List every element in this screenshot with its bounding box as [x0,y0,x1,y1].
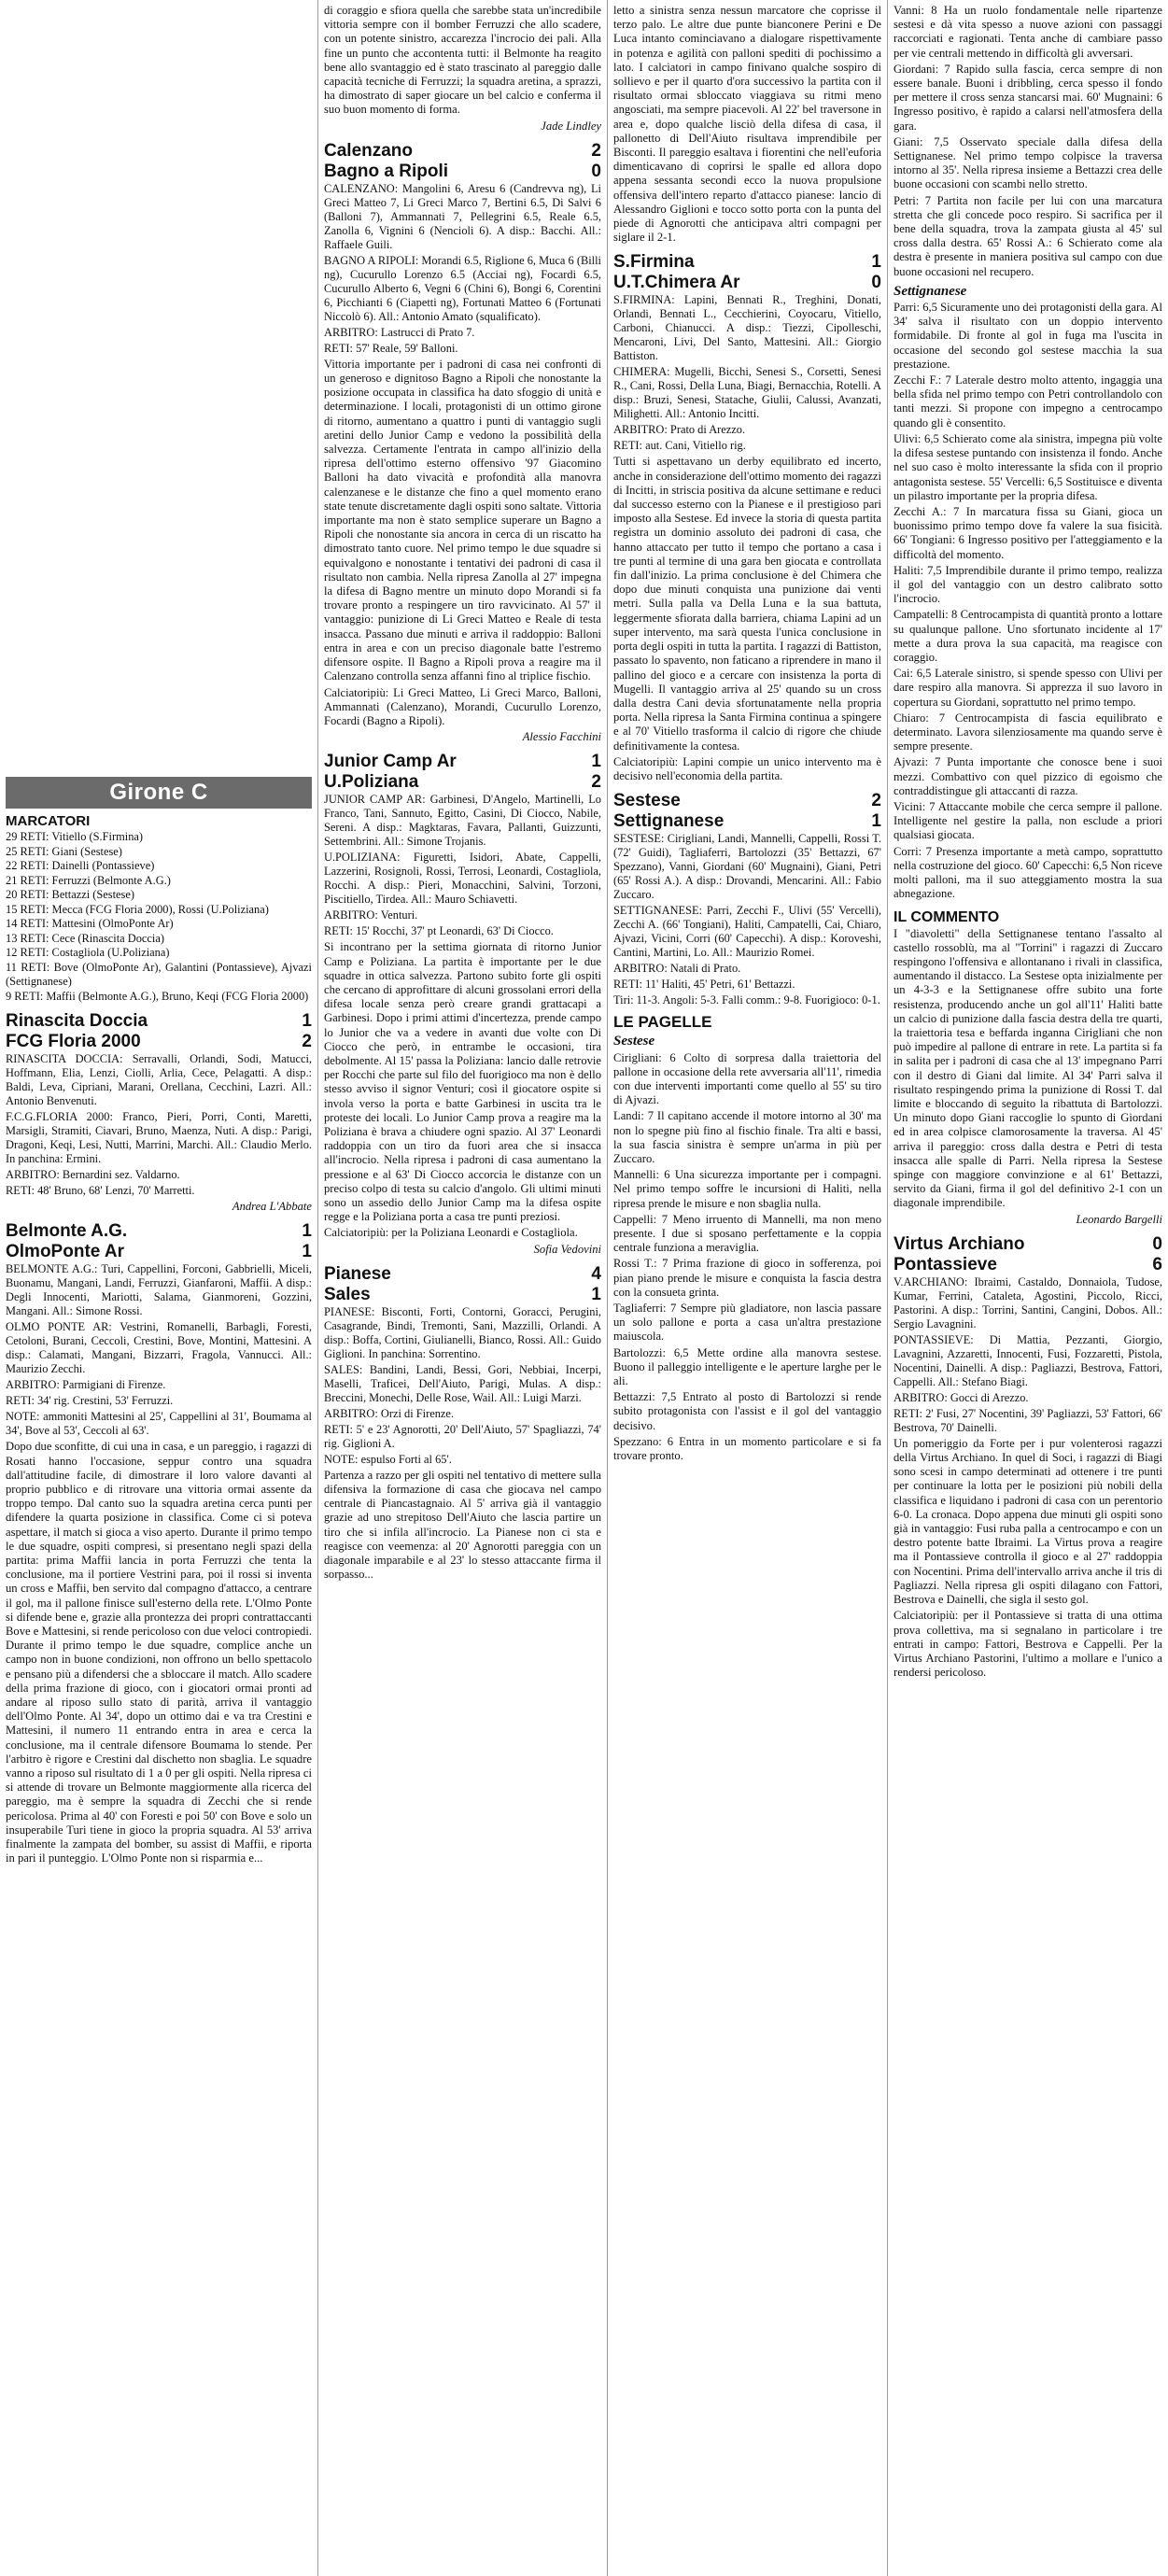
team-row-away [324,772,601,793]
team-name: Belmonte A.G. [6,1221,128,1242]
team-name: Sestese [613,791,681,811]
match-report: Si incontrano per la settima giornata di ritorno Junior Camp e Poliziana. La partita è importante per le due squadre in ottica salvezza. Partono subito forte gli ospiti che cercano di approfittare di alcuni grossolani errori della difesa locale senza però creare grandi grattacapi a Garbinesi. Dopo i primi attimi d'incertezza, prende campo lo Junior che va a vedere in avanti due volte con Di Ciocco che però, in entrambe le occasioni, tira debolmente. Al 15' passa la Poliziana: lancio dalle retrovie per Rocchi che parte sul filo del fuorigioco ma non è dello stesso avviso il signor Venturi; così il giocatore ospite si invola verso la porta e batte Garbinesi in uscita tra le proteste dei locali. Lo Junior Camp prova a reagire ma la Poliziana è brava a chiudere ogni spazio. Al 37' Leonardi raddoppia con un tiro da fuori area che si insacca all'incrocio. Nella ripresa i padroni di casa aumentano la pressione e al 63' Di Ciocco accorcia le distanze con un preciso colpo di testa su calcio d'angolo. Gli ultimi minuti sono un assedio dello Junior Camp ma la difesa ospite regge e la Poliziana porta a casa tre punti preziosi. [324,940,601,1224]
team-name: Pianese [324,1263,391,1284]
player-rating: Zecchi A.: 7 In marcatura fissa su Giani, gioca un buonissimo primo tempo dove fa valere la sua fisicità. 66' Tongiani: 6 Ingresso positivo per l'atteggiamento e la difficoltà del momento. [894,504,1162,561]
author: Andrea L'Abbate [232,1200,312,1214]
player-rating: Zecchi F.: 7 Laterale destro molto attento, ingaggia una bella sfida nel primo tempo con Petri controllandolo con tanti mezzi. Si propone con impegno a centrocampo quando gli è consentito. [894,373,1162,429]
best-players: Calciatoripiù: per il Pontassieve si tratta di una ottima prova collettiva, ma si segnalano in particolare i tre entrati in campo: Fattori, Bestrova e Cappelli. Per la Virtus Archiano Pastorini, l'ultimo a mollare e l'unico a rendersi pericoloso. [894,1609,1162,1680]
match-sfirmina-chimera [613,252,881,783]
player-rating: Cappelli: 7 Meno irruento di Mannelli, ma non meno presente. I due si sposano perfettamente e la coppia centrale funziona a meraviglia. [613,1212,881,1255]
stats: Tiri: 11-3. Angoli: 5-3. Falli comm.: 9-8. Fuorigioco: 0-1. [613,993,880,1007]
match-report: Vittoria importante per i padroni di casa nei confronti di un generoso e dignitoso Bagno a Ripoli che nonostante la posizione occupata in classifica ha dato sfoggio di unità e determinazione. I locali, protagonisti di un ottimo girone di ritorno, aumentano a quattro i punti di vantaggio sugli aretini dello Junior Camp e vedono la possibilità della salvezza. Certamente l'entrata in campo all'inizio della ripresa dell'ottimo esterno offensivo '97 Giacomino Balloni ha dato vivacità e profondità alla manovra calenzanese e le distanze che fino a quel momento erano state tenute discretamente dagli ospiti sono saltate. Vittoria importante ma non è stato semplice superare un Bagno a Ripoli che nonostante sia ancora in cerca di un riscatto ha dimostrato tanto cuore. Nel primo tempo le due squadre si equivalgono e nonostante i tentativi dei padroni di casa il risultato non cambia. Nella ripresa Zanolla al 27' impegna la difesa di Bagno mentre un minuto dopo Morandi si fa trovare pronto a respingere un tiro ravvicinato. Al 57' il vantaggio: punizione di Li Greci Matteo e Reale di testa insacca. Passano due minuti e arriva il raddoppio: Balloni entra in area e con un preciso diagonale batte l'estremo difensore ospite. Il Bagno a Ripoli prova a reagire ma il Calenzano controlla senza affanni fino al triplice fischio. [324,357,601,683]
team-name: Calenzano [324,140,414,161]
team-row-home [613,252,881,273]
player-rating: Bettazzi: 7,5 Entrato al posto di Bartolozzi si rende subito protagonista con l'assist e il gol del vantaggio decisivo. [613,1390,881,1432]
team-score: 0 [1152,1233,1162,1254]
lineup-home: BELMONTE A.G.: Turi, Cappellini, Forconi, Gabbrielli, Miceli, Buonamu, Mangani, Landi, Ferruzzi, Gianfaroni, Maffii. A disp.: Degli Innocenti, Mariotti, Salama, Gianmoreni, Gozzini, Mangani. All.: Simone Rossi. [6,1262,312,1318]
best-players: Calciatoripiù: per la Poliziana Leonardi e Costagliola. [324,1226,578,1240]
lineup-away: F.C.G.FLORIA 2000: Franco, Pieri, Porri, Conti, Maretti, Marsigli, Stramiti, Ciavari, Bruno, Maenza, Nuti. A disp.: Parigi, Dragoni, Keqi, Lesi, Nutti, Marrini, Marchi. All.: Claudio Merlo. In panchina: Ermini. [6,1110,312,1166]
team-name: FCG Floria 2000 [6,1032,141,1052]
player-rating: Corri: 7 Presenza importante a metà campo, soprattutto nella costruzione del gioco. 60' Capecchi: 6,5 Non riceve molti palloni, ma il suo atteggiamento mostra la sua abnegazione. [894,844,1162,901]
player-rating: Petri: 7 Partita non facile per lui con una marcatura stretta che gli concede poco respiro. Si sacrifica per il bene della squadra, trova la zampata giusta al 45' sul cross dalla destra. 65' Rossi A.: 6 Schierato come ala destra è presente in maniera positiva sul campo con due buone occasioni nel recupero. [894,193,1162,278]
goals: RETI: 5' e 23' Agnorotti, 20' Dell'Aiuto, 57' Spagliazzi, 74' rig. Giglioni A. [324,1422,601,1450]
lineup-home: S.FIRMINA: Lapini, Bennati R., Treghini, Donati, Orlandi, Bennati L., Cecchierini, Coyocaru, Vitiello, Carboni, Chianucci. A disp.: Tiezzi, Cipolleschi, Mencaroni, Livi, Del Santo, Mattesini. All.: Giorgio Battiston. [613,293,881,363]
team-score: 1 [302,1242,312,1262]
team-score: 6 [1152,1254,1162,1274]
author: Leonardo Bargelli [1076,1212,1162,1226]
referee: ARBITRO: Bernardini sez. Valdarno. [6,1168,180,1182]
lineup-block [894,1275,1162,1435]
lineup-block [324,793,601,938]
team-name: Bagno a Ripoli [324,161,448,181]
player-rating: Cirigliani: 6 Colto di sorpresa dalla traiettoria del pallone in occasione della rete avversaria all'11', rimedia con due interventi importanti come quello al 55' su tiro di Ajvazi. [613,1050,881,1107]
best-players: Calciatoripiù: Li Greci Matteo, Li Greci Marco, Balloni, Ammannati (Calenzano), Morandi, Cucurullo Lorenzo, Focardi (Bagno a Ripoli). [324,685,601,727]
match-report: Un pomeriggio da Forte per i pur volenterosi ragazzi della Virtus Archiano. In quel di Soci, i ragazzi di Biagi sono scesi in campo determinati ad ottenere i tre punti per continuare la lotta per le posizioni più nobili della classifica e liquidano i padroni di casa con un perentorio 6-0. La cronaca. Dopo appena due minuti gli ospiti sono già in vantaggio: Fusi ruba palla a centrocampo e con un destro potente batte Ibraimi. La Virtus prova a reagire ma il Pontassieve controlla il gioco e al 27' raddoppia con Nocentini. Prima dell'intervallo arriva anche il tris di Pagliazzi. Nella ripresa gli ospiti dilagano con Fattori, Bestrova e Dainelli, che sigla il sesto gol. [894,1436,1162,1607]
team-row-home [613,791,881,811]
lineup-block [6,1052,312,1198]
team-row-away [324,1285,601,1305]
marcatore-item: 13 RETI: Cece (Rinascita Doccia) [6,931,164,945]
referee: ARBITRO: Lastrucci di Prato 7. [324,325,475,339]
player-rating: Rossi T.: 7 Prima frazione di gioco in sofferenza, poi pian piano prende le misure e conquista la fascia destra con la consueta grinta. [613,1257,881,1299]
match-junior-poliziana [324,752,601,1256]
player-rating: Giani: 7,5 Osservato speciale dalla difesa della Settignanese. Nel primo tempo colpisce la traversa intorno al 35'. Nella ripresa insieme a Bettazzi crea delle buone occasioni con scambi nello stretto. [894,134,1162,191]
team-score: 2 [302,1032,312,1052]
match-belmonte-olmoponte [6,1221,312,1865]
referee: ARBITRO: Prato di Arezzo. [613,423,746,437]
team-score: 1 [591,752,601,772]
marcatore-item: 14 RETI: Mattesini (OlmoPonte Ar) [6,917,174,931]
team-score: 1 [302,1011,312,1032]
team-name: Pontassieve [894,1254,997,1274]
player-rating: Parri: 6,5 Sicuramente uno dei protagonisti della gara. Al 34' salva il risultato con un doppio intervento formidabile. Di fronte al gol in fuga ma l'uscita in occasione del secondo gol sestese macchia la sua prestazione. [894,301,1162,371]
referee: ARBITRO: Natali di Prato. [613,962,741,976]
marcatore-item: 21 RETI: Ferruzzi (Belmonte A.G.) [6,873,171,887]
marcatore-item: 9 RETI: Maffii (Belmonte A.G.), Bruno, Keqi (FCG Floria 2000) [6,989,309,1003]
referee: ARBITRO: Orzi di Firenze. [324,1406,455,1420]
team-score: 1 [871,811,881,832]
team-name: Sales [324,1284,371,1304]
pagelle-title: LE PAGELLE [613,1013,712,1032]
lineup-away: SETTIGNANESE: Parri, Zecchi F., Ulivi (55' Vercelli), Zecchi A. (66' Tongiani), Haliti, Campatelli, Cai, Chiaro, Ajvazi, Vicini, Corri (60' Capecchi). A disp.: Koroveshi, Cantini, Martini, Lo. All.: Maurizio Romei. [613,904,881,960]
lineup-block [613,832,881,1007]
blank-top-area [6,4,312,777]
pagelle-sestese-cont [894,4,1162,279]
player-rating: Haliti: 7,5 Imprendibile durante il primo tempo, realizza il gol del vantaggio con un destro calibrato sotto l'incrocio. [894,563,1162,606]
team-name: Junior Camp Ar [324,752,457,772]
referee: ARBITRO: Venturi. [324,908,418,922]
lineup-away: SALES: Bandini, Landi, Bessi, Gori, Nebbiai, Incerpi, Maselli, Traficei, Dell'Aiuto, Parigi, Mulas. A disp.: Breccini, Monechi, Delle Rose, Wail. All.: Luigi Marzi. [324,1362,601,1404]
team-row-home [324,1264,601,1285]
team-score: 1 [871,252,881,273]
lineup-away: OLMO PONTE AR: Vestrini, Romanelli, Barbagli, Foresti, Cetoloni, Burani, Ceccoli, Crestini, Bove, Montini, Mattesini. A disp.: Calamati, Mangani, Bizzarri, Fragola, Vannucci. All.: Maurizio Zecchi. [6,1320,312,1376]
marcatore-item: 20 RETI: Bettazzi (Sestese) [6,888,134,902]
team-row-home [894,1234,1162,1255]
goals: RETI: 11' Haliti, 45' Petri, 61' Bettazzi. [613,978,795,992]
author: Jade Lindley [541,119,601,133]
player-rating: Vanni: 8 Ha un ruolo fondamentale nelle ripartenze sestesi e dà vita spesso a nuove azioni con passaggi raccorciati e ragionati. Tenta anche di cambiare passo per vie centrali mettendo in difficoltà gli avversari. [894,4,1162,60]
lineup-home: SESTESE: Cirigliani, Landi, Mannelli, Cappelli, Rossi T. (72' Guidi), Tagliaferri, Bartolozzi (35' Bettazzi, 67' Spezzano), Vanni, Giordani (60' Mugnaini), Giani, Petri (65' Rossi A.). A disp.: Drovandi, Mencarini. All.: Fabio Zuccaro. [613,832,881,902]
match-report: Dopo due sconfitte, di cui una in casa, e un pareggio, i ragazzi di Rosati hanno l'occasione, seppur contro una squadra dall'attitudine facile, di dimostrare il loro valore davanti al proprio pubblico e di ritrovare una vittoria ormai assente da troppo tempo. Dal canto suo la squadra aretina cerca punti per difendere la quarta posizione in classifica. Come ci si poteva aspettare, il match si gioca a viso aperto. Durante il primo tempo le due squadre, ospiti compresi, si presentano negli spazi della partita: prima Maffii lancia in porta Ferruzzi che tenta la conclusione, ma il portiere Vestrini para, poi il rossi si inventa un cross e Maffii, ben servito dal compagno d'attacco, a centrare il gol, ma il pallone finisce sull'esterno della rete. L'Olmo Ponte si difende bene e, grazie alla prontezza dei propri contrattaccanti Bove e Mattesini, si rende pericoloso con due veloci contropiedi. Durante il primo tempo le due squadre, complice anche un campo non in buone condizioni, non offrono un bello spettacolo e pensano più a difendersi che a sbloccare il match. Allo scadere della prima frazione di gioco, con i giocatori ormai pronti ad andare al riposo sullo stato di parità, arriva il vantaggio dell'Olmo Ponte. Al 34', dopo un ottimo dai e va tra Crestini e Mattesini, il numero 11 entrando entra in area e cerca la conclusione, ma il centrale difensore Boumama lo stende. Per l'arbitro è rigore e Crestini dal dischetto non sbaglia. Le squadre vanno a riposo sul risultato di 1 a 0 per gli ospiti. Nella ripresa ci si attende di trovare un Belmonte maggiormente alla ricerca del pareggio, ma è sempre la squadra di Zecchi che si rende pericolosa. Prima al 40' con Foresti e poi 50' con Bove e solo un insuperabile Turi tiene in gioco la propria squadra. Al 53' arriva finalmente la zampata del bomber, su assist di Maffii, e riporta in pari il punteggio. L'Olmo Ponte non si risparmia e... [6,1440,312,1865]
column-3 [607,0,887,2576]
team-name: OlmoPonte Ar [6,1242,125,1262]
best-players: Calciatoripiù: Lapini compie un unico intervento ma è decisivo nell'economia della partita. [613,754,881,782]
player-rating: Ajvazi: 7 Punta importante che conosce bene i suoi mezzi. Combattivo con quel pizzico di egoismo che contraddistingue gli attaccanti di razza. [894,755,1162,797]
team-row-away [6,1242,312,1262]
marcatore-item: 22 RETI: Dainelli (Pontassieve) [6,859,155,873]
player-rating: Bartolozzi: 6,5 Mette ordine alla manovra sestese. Buono il palleggio intelligente e le aperture larghe per le ali. [613,1345,881,1387]
team-score: 2 [871,791,881,811]
lineup-away: U.POLIZIANA: Figuretti, Isidori, Abate, Cappelli, Lazzerini, Rosignoli, Rossi, Terrosi, Leonardi, Costagliola, Rocchi. A disp.: Pieri, Monacchini, Salvini, Torzoni, Piscitiello, Tirdea. All.: Mauro Schiavetti. [324,851,601,907]
player-rating: Campatelli: 8 Centrocampista di quantità pronto a lottare su qualunque pallone. Uno sfortunato incidente al 17' mette a dura prova la sua capacità, ma reagisce con coraggio. [894,608,1162,664]
player-rating: Vicini: 7 Attaccante mobile che cerca sempre il pallone. Intelligente nel gestire la palla, non esclude a priori qualsiasi giocata. [894,799,1162,842]
marcatori-title: MARCATORI [6,813,91,829]
pagelle-settignanese [894,301,1162,901]
player-rating: Landi: 7 Il capitano accende il motore intorno al 30' ma non lo spegne più fino al fischio finale. Tra alti e bassi, la sua fascia sinistra è sempre un'arma in più per Zuccaro. [613,1109,881,1165]
team-score: 1 [591,1284,601,1304]
girone-title: Girone C [6,777,312,809]
player-rating: Ulivi: 6,5 Schierato come ala sinistra, impegna più volte la difesa sestese puntando con insistenza il fondo. Anche nel suo caso è molto interessante la sfida con il proprio antagonista sestese. 55' Vercelli: 6,5 Sostituisce e diventa un pilastro importante per la propria difesa. [894,431,1162,502]
player-rating: Spezzano: 6 Entra in un momento particolare e si fa trovare pronto. [613,1434,881,1463]
team-score: 1 [302,1221,312,1242]
lineup-home: V.ARCHIANO: Ibraimi, Castaldo, Donnaiola, Tudose, Kumar, Ferrini, Cataleta, Agostini, Piccolo, Ricci, Pastorini. A disp.: Torrini, Santini, Cangini, Dobos. All.: Sergio Lavagnini. [894,1274,1162,1330]
team-row-away [613,811,881,832]
column-2 [317,0,607,2576]
team-row-home [6,1011,312,1032]
lineup-block [324,1305,601,1467]
lineup-away: BAGNO A RIPOLI: Morandi 6.5, Riglione 6, Muca 6 (Billi ng), Cucurullo Lorenzo 6.5 (Acciai ng), Focardi 6.5, Cucurullo Alberto 6, Vegni 6 (Chini 6), Bongi 6, Corentini 6, Picchianti 6 (Ciapetti ng), Fortunati Matteo 6 (Fortunati Niccolò 6). All.: Antonio Amato (squalificato). [324,253,601,323]
marcatore-item: 15 RETI: Mecca (FCG Floria 2000), Rossi (U.Poliziana) [6,902,269,916]
player-rating: Giordani: 7 Rapido sulla fascia, cerca sempre di non essere banale. Buoni i dribbling, cerca spesso il fondo per mettere il cross senza stancarsi mai. 60' Mugnaini: 6 Ingresso positivo, è rapido a calarsi nell'atmosfera della gara. [894,62,1162,133]
goals: RETI: 57' Reale, 59' Balloni. [324,341,458,355]
notes: NOTE: espulso Forti al 65'. [324,1452,452,1466]
goals: RETI: 48' Bruno, 68' Lenzi, 70' Marretti. [6,1184,195,1198]
goals: RETI: 15' Rocchi, 37' pt Leonardi, 63' Di Ciocco. [324,924,554,938]
team-score: 2 [591,772,601,793]
team-score: 0 [591,161,601,181]
match-sestese-settignanese [613,791,881,1007]
marcatore-item: 29 RETI: Vitiello (S.Firmina) [6,830,144,844]
column-1 [0,0,317,2576]
marcatore-item: 25 RETI: Giani (Sestese) [6,844,122,858]
player-rating: Cai: 6,5 Laterale sinistro, si spende spesso con Ulivi per dare respiro alla manovra. Si apprezza il suo lavoro in copertura su Giordani, soprattutto nel primo tempo. [894,667,1162,709]
article-continuation: letto a sinistra senza nessun marcatore che coprisse il terzo palo. Le altre due punte bianconere Perini e De Luca intanto cominciavano a dialogare rispettivamente in potenza e agilità con palloni spediti di pochissimo a lato. I calciatori in campo finivano qualche sospiro di sollievo e per il quarto d'ora successivo la partita con il risultato ormai sbloccato viaggiava su ritmi meno angosciati, ma sempre piacevoli. Al 22' bel traversone in area e, dopo qualche lisciò della difesa di casa, il pallonetto di Dell'Aiuto risultava imprendibile per Bisconti. Il pareggio esaltava i fiorentini che nell'euforia dimenticavano di coprirsi le spalle ed allora dopo appena sessanta secondi ecco la nuova propulsione offensiva dell'intero reparto d'attacco pianese: lancio di Alessandro Giglioni e tocco sotto porta con la punta del piede di Agnorotti che anticipava altri compagni per siglare il 2-1. [613,4,881,245]
team-row-home [324,141,601,162]
lineup-block [324,182,601,356]
team-name: S.Firmina [613,252,695,273]
lineup-home: JUNIOR CAMP AR: Garbinesi, D'Angelo, Martinelli, Lo Franco, Tani, Sannuto, Egitto, Casini, Di Ciocco, Nabile, Sereni. A disp.: Magktaras, Favara, Pallanti, Guizzunti, Settembrini. All.: Simone Trojanis. [324,793,601,849]
pagelle-list [613,1051,881,1464]
lineup-home: RINASCITA DOCCIA: Serravalli, Orlandi, Sodi, Matucci, Hoffmann, Elia, Lenzi, Ciolli, Arlia, Cece, Pelagatti. A disp.: Baldi, Leva, Cipriani, Marani, Orellana, Cecchini, Lazri. All.: Antonio Benvenuti. [6,1052,312,1108]
lineup-home: CALENZANO: Mangolini 6, Aresu 6 (Candrevva ng), Li Greci Matteo 7, Li Greci Marco 7, Bertini 6.5, Di Salvi 6 (Balloni 7), Ammannati 7, Pellegrini 6.5, Reale 6.5, Zanolla 6, Vignini 6 (Nencioli 6). A disp.: Bacchi. All.: Raffaele Guili. [324,181,601,251]
commento-title: IL COMMENTO [894,909,1000,926]
team-row-away [6,1032,312,1052]
match-report: Partenza a razzo per gli ospiti nel tentativo di mettere sulla difensiva la formazione di casa che giocava nel campo centrale di Piancastagnaio. Al 5' arriva già il vantaggio grazie ad uno strepitoso Dell'Aiuto che lascia partire un tiro che si infila all'incrocio. La Pianese non ci sta e reagisce con veemenza: al 20' Agnorotti pareggia con un diagonale imparabile e al 23' lo stesso attaccante firma il sorpasso... [324,1468,601,1582]
marcatore-item: 12 RETI: Costagliola (U.Poliziana) [6,946,170,960]
team-row-home [324,752,601,772]
team-name: U.T.Chimera Ar [613,273,740,293]
team-score: 2 [591,140,601,161]
team-name: Settignanese [613,811,725,832]
lineup-away: PONTASSIEVE: Di Mattia, Pezzanti, Giorgio, Lavagnini, Azzaretti, Innocenti, Fusi, Fozzaretti, Pistola, Nocentini, Dainelli. A disp.: Pagliazzi, Bestrova, Fattori, Cappelli. All.: Stefano Biagi. [894,1332,1162,1388]
team-row-home [6,1221,312,1242]
match-virtus-pontassieve [894,1234,1162,1680]
team-name: Virtus Archiano [894,1233,1025,1254]
article-continuation: di coraggio e sfiora quella che sarebbe stata un'incredibile vittoria sempre con il bomber Ferruzzi che allo scadere, con un potente sinistro, accarezza l'incrocio dei pali. Alla fine un punto che accontenta tutti: il Belmonte ha reagito bene allo svantaggio ed è stato trascinato al pareggio dalle capacità tecniche di Ferruzzi; la squadra aretina, a sprazzi, ha dimostrato di saper giocare un bel calcio e conferma il suo buon momento di forma. [324,4,601,117]
team-name: U.Poliziana [324,772,419,793]
notes: NOTE: ammoniti Mattesini al 25', Cappellini al 31', Boumama al 34', Bove al 53', Ceccoli al 63'. [6,1410,312,1438]
column-4 [887,0,1168,2576]
player-rating: Chiaro: 7 Centrocampista di fascia equilibrato e determinato. Lavora silenziosamente ma quando serve è sempre presente. [894,711,1162,753]
team-row-away [894,1255,1162,1275]
goals: RETI: 2' Fusi, 27' Nocentini, 39' Pagliazzi, 53' Fattori, 66' Bestrova, 70' Dainelli. [894,1406,1162,1434]
team-name: Rinascita Doccia [6,1011,148,1032]
marcatore-item: 11 RETI: Bove (OlmoPonte Ar), Galantini (Pontassieve), Ajvazi (Settignanese) [6,960,312,989]
goals: RETI: 34' rig. Crestini, 53' Ferruzzi. [6,1394,174,1408]
lineup-home: PIANESE: Bisconti, Forti, Contorni, Goracci, Perugini, Casagrande, Bindi, Tremonti, Sani, Mazzilli, Orlandi. A disp.: Boffa, Cortini, Giulianelli, Bianco, Rossi. All.: Guido Giglioni. In panchina: Sorrentino. [324,1304,601,1360]
team-score: 0 [871,273,881,293]
commento-text: I "diavoletti" della Settignanese tentano l'assalto al castello rossoblù, ma al "Torrini" i ragazzi di Zuccaro respingono l'offensiva e allontanano i rivali in classifica, aumentando il distacco. La Sestese opta inizialmente per un 4-3-3 e la Settignanese offre subito una forte resistenza, producendo anche un gol all'11' Haliti batte un calcio di punizione dalla fascia destra della tre quarti, la traiettoria tesa e beffarda inganna Cirigliani che non può impedire al pallone di entrare in rete. La partita si fa in salita per i padroni di casa che al 13' impegnano Parri con il destro di Giani dal limite. Al 34' Parri salva il risultato respingendo prima la punizione di Rossi T. dal limite e bloccando di seguito la ribattuta di Bartolozzi. Un minuto dopo Giani raccoglie lo spunto di Giordani ed in area colpisce clamorosamente la traversa. Al 45' arriva il pareggio: cross dalla destra e Petri di testa insacca alle spalle di Parri. Nella ripresa la Sestese spinge con maggiore convinzione e al 61' Bettazzi, servito da Giani, firma il gol del definitivo 2-1 con un diagonale imprendibile. [894,926,1162,1210]
marcatori-list [6,830,312,1004]
pagelle-team: Settignanese [894,283,967,299]
team-row-away [613,273,881,293]
match-pianese-sales [324,1264,601,1583]
author: Sofia Vedovini [533,1242,601,1256]
referee: ARBITRO: Gocci di Arezzo. [894,1390,1029,1404]
lineup-block [613,293,881,453]
player-rating: Mannelli: 6 Una sicurezza importante per i compagni. Nel primo tempo soffre le incursioni di Haliti, nella ripresa prende le misure e non sbaglia nulla. [613,1168,881,1210]
goals: RETI: aut. Cani, Vitiello rig. [613,439,746,453]
lineup-block [6,1262,312,1438]
match-report: Tutti si aspettavano un derby equilibrato ed incerto, anche in considerazione dell'ottimo momento dei ragazzi di Incitti, in striscia positiva da alcune settimane e reduci dal successo esterno con la Pianese e il prestigioso pari imposto alla Sestese. Ed invece la storia di questa partita registra un dominio assoluto dei padroni di casa, che hanno attaccato per tutto il tempo che portano a casa i tre punti al termine di una gara ben giocata e controllata fin dall'inizio. La prima conclusione è del Chimera che dopo due minuti conquista una punizione dai venti metri. Sulla palla va Della Luna e la sua battuta, leggermente sfiorata dalla barriera, chiama Lapini ad un super intervento, ma sarà questa l'unica conclusione in porta degli ospiti in tutta la partita. I ragazzi di Battiston, passato lo spavento, non faticano a riprendere in mano il pallino del gioco e a cercare con insistenza la porta di Mugelli. Il vantaggio arriva al 25' quando su un cross dalla destra Cani devia sfortunatamente nella propria porta. Nella ripresa la Santa Firmina continua a spingere e al 70' Vitiello trasforma il calcio di rigore che chiude definitivamente la contesa. [613,455,881,753]
player-rating: Tagliaferri: 7 Sempre più gladiatore, non lascia passare un solo pallone e porta a casa un'altra prestazione maiuscola. [613,1301,881,1344]
match-calenzano-bagno [324,141,601,744]
match-rinascita-floria [6,1011,312,1214]
pagelle-team: Sestese [613,1034,655,1049]
author: Alessio Facchini [522,730,601,744]
referee: ARBITRO: Parmigiani di Firenze. [6,1378,166,1392]
team-score: 4 [591,1263,601,1284]
team-row-away [324,162,601,182]
lineup-away: CHIMERA: Mugelli, Bicchi, Senesi S., Corsetti, Senesi R., Cani, Rossi, Della Luna, Biagi, Bernacchia, Rotelli. A disp.: Bruzi, Senesi, Statache, Giulii, Calussi, Avanzati, Milighetti. All.: Antonio Incitti. [613,365,881,421]
